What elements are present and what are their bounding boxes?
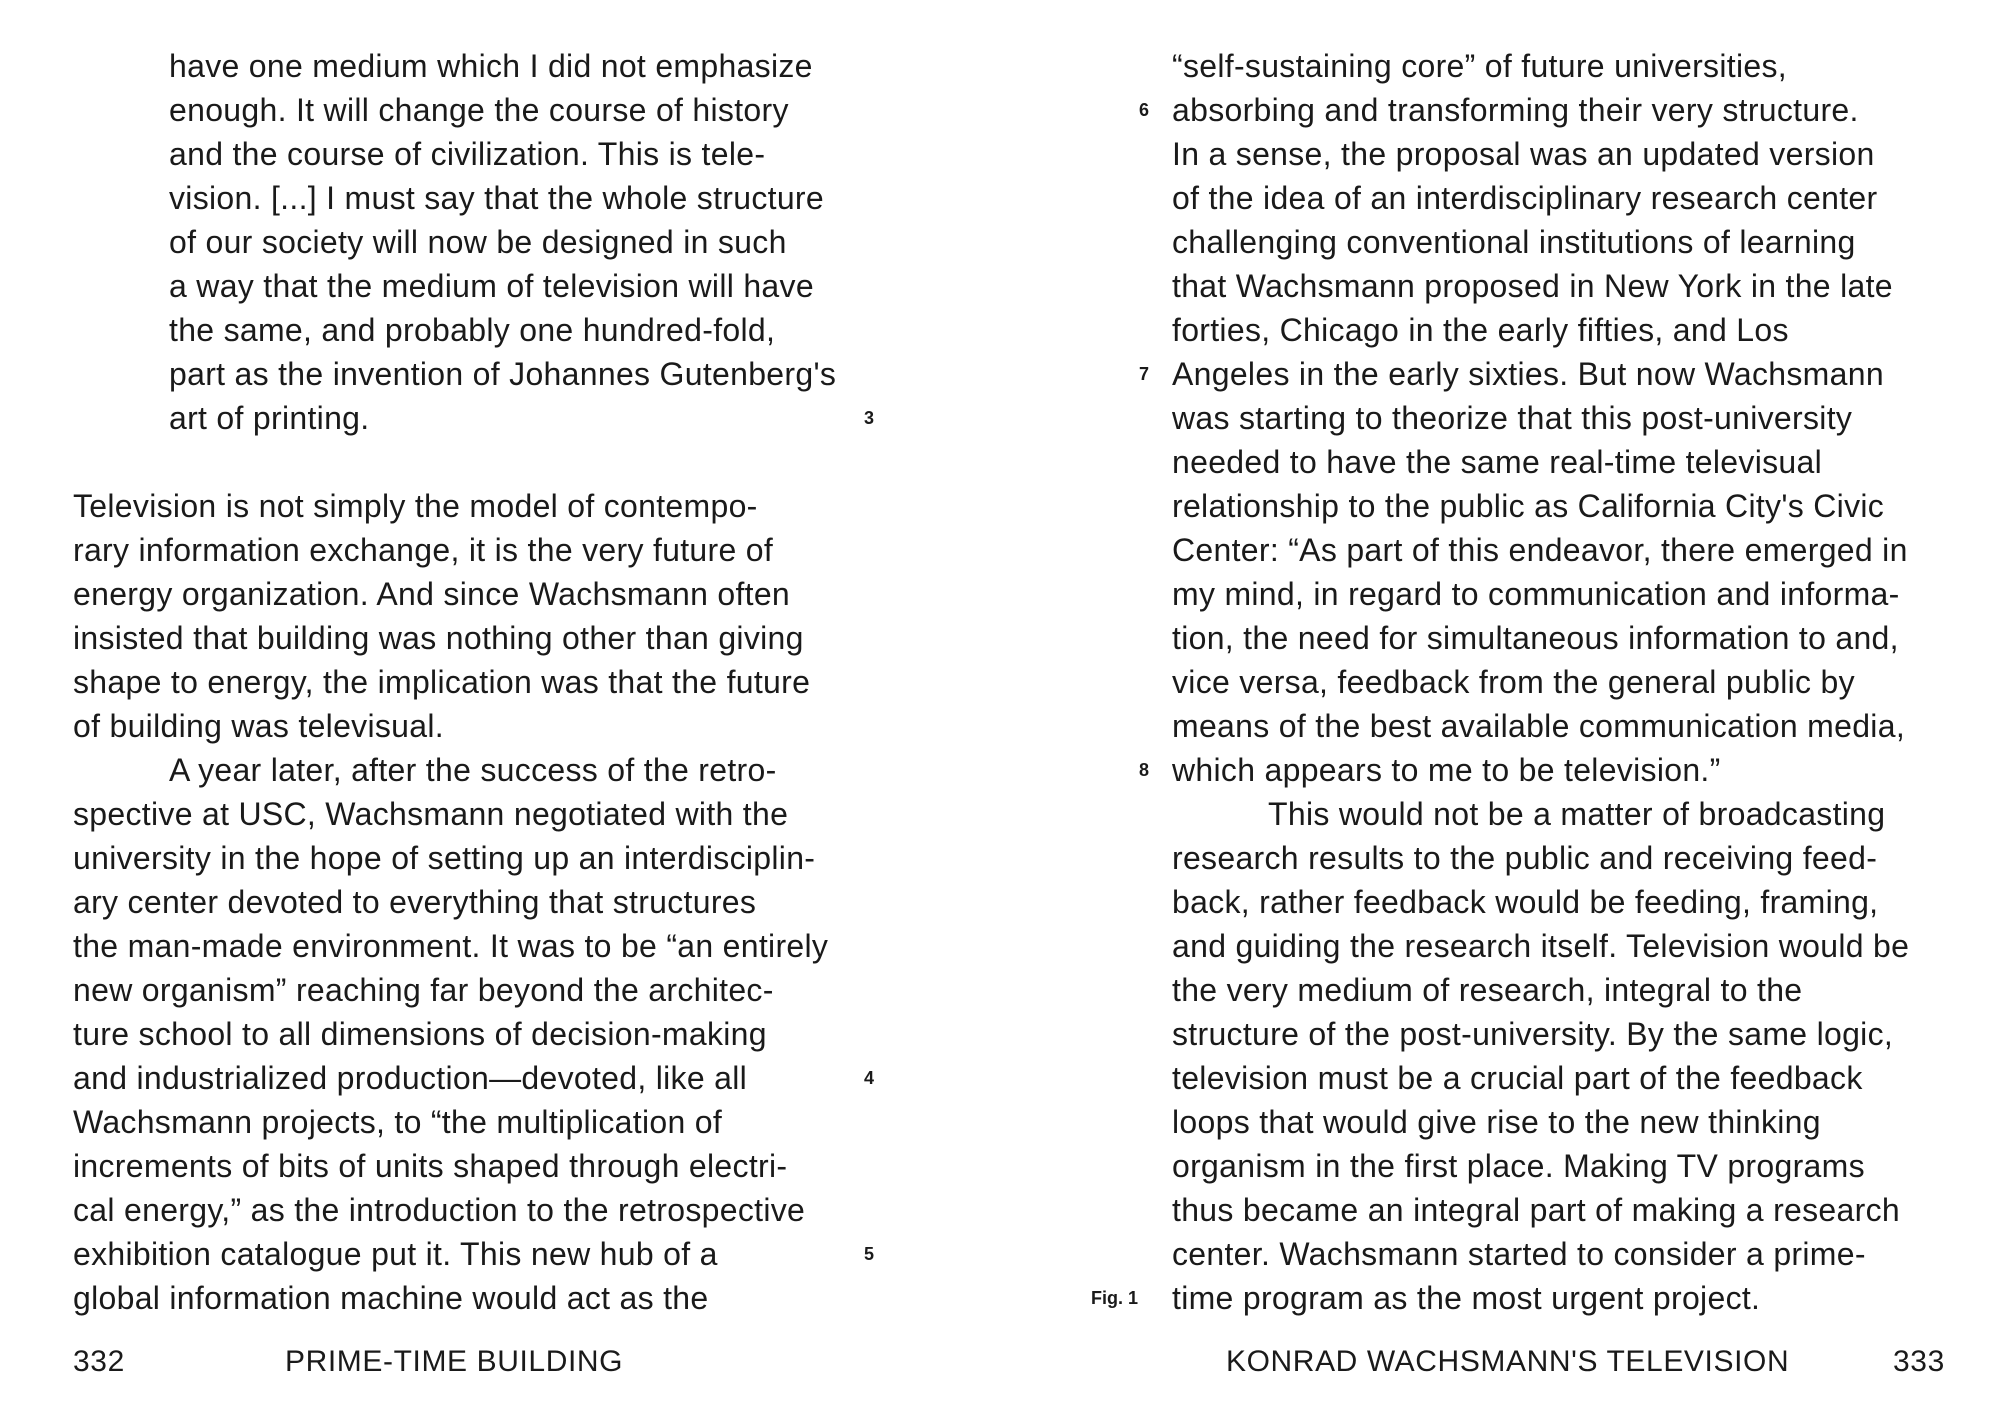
text-line: thus became an integral part of making a research: [1172, 1192, 1900, 1228]
text-line: Wachsmann projects, to “the multiplication of: [73, 1104, 723, 1140]
text-line: A year later, after the success of the retro-: [169, 752, 777, 788]
running-title: KONRAD WACHSMANN'S TELEVISION: [1226, 1345, 1790, 1378]
text-line: and guiding the research itself. Television would be: [1172, 928, 1910, 964]
text-line: loops that would give rise to the new thinking: [1172, 1104, 1821, 1140]
text-line: global information machine would act as the: [73, 1280, 709, 1316]
running-title: PRIME-TIME BUILDING: [285, 1345, 624, 1378]
text-line: increments of bits of units shaped through electri-: [73, 1148, 788, 1184]
text-line: television must be a crucial part of the feedback: [1172, 1060, 1863, 1096]
text-line: university in the hope of setting up an interdisciplin-: [73, 840, 816, 876]
text-line: spective at USC, Wachsmann negotiated with the: [73, 796, 789, 832]
endnote-marker[interactable]: 8: [1139, 760, 1150, 780]
endnote-marker[interactable]: 5: [864, 1244, 875, 1264]
endnote-marker[interactable]: 3: [864, 408, 875, 428]
quote-line: and the course of civilization. This is tele-: [169, 136, 766, 172]
text-line: and industrialized production—devoted, like all: [73, 1060, 748, 1096]
text-line: In a sense, the proposal was an updated version: [1172, 136, 1875, 172]
quote-line: a way that the medium of television will have: [169, 268, 814, 304]
quote-line: enough. It will change the course of history: [169, 92, 789, 128]
text-line: which appears to me to be television.”: [1172, 752, 1721, 788]
right-page: [1000, 0, 2000, 1428]
text-line: tion, the need for simultaneous information to and,: [1172, 620, 1899, 656]
page-number: 332: [73, 1345, 125, 1378]
text-line: exhibition catalogue put it. This new hub of a: [73, 1236, 718, 1272]
text-line: time program as the most urgent project.: [1172, 1280, 1761, 1316]
text-line: challenging conventional institutions of learning: [1172, 224, 1856, 260]
quote-line: art of printing.: [169, 400, 370, 436]
text-line: the man-made environment. It was to be “an entirely: [73, 928, 829, 964]
endnote-marker[interactable]: 6: [1139, 100, 1150, 120]
text-line: the very medium of research, integral to the: [1172, 972, 1803, 1008]
text-line: rary information exchange, it is the very future of: [73, 532, 774, 568]
text-line: back, rather feedback would be feeding, framing,: [1172, 884, 1879, 920]
text-line: needed to have the same real-time televisual: [1172, 444, 1823, 480]
text-line: structure of the post-university. By the same logic,: [1172, 1016, 1894, 1052]
text-line: Center: “As part of this endeavor, there emerged in: [1172, 532, 1908, 568]
quote-line: vision. [...] I must say that the whole structure: [169, 180, 824, 216]
endnote-marker[interactable]: 7: [1139, 364, 1150, 384]
text-line: of the idea of an interdisciplinary research center: [1172, 180, 1878, 216]
text-line: shape to energy, the implication was that the future: [73, 664, 811, 700]
text-line: cal energy,” as the introduction to the retrospective: [73, 1192, 806, 1228]
text-line: my mind, in regard to communication and informa-: [1172, 576, 1900, 612]
quote-line: of our society will now be designed in such: [169, 224, 787, 260]
text-line: This would not be a matter of broadcasting: [1268, 796, 1886, 832]
text-line: ary center devoted to everything that structures: [73, 884, 757, 920]
page-number: 333: [1893, 1345, 1945, 1378]
text-line: organism in the first place. Making TV programs: [1172, 1148, 1865, 1184]
text-line: Angeles in the early sixties. But now Wachsmann: [1172, 356, 1884, 392]
text-line: of building was televisual.: [73, 708, 444, 744]
text-line: vice versa, feedback from the general public by: [1172, 664, 1855, 700]
text-line: absorbing and transforming their very structure.: [1172, 92, 1859, 128]
quote-line: have one medium which I did not emphasize: [169, 48, 813, 84]
text-line: was starting to theorize that this post-university: [1172, 400, 1853, 436]
figure-reference[interactable]: Fig. 1: [1091, 1288, 1139, 1308]
text-line: insisted that building was nothing other than giving: [73, 620, 804, 656]
text-line: center. Wachsmann started to consider a prime-: [1172, 1236, 1866, 1272]
text-line: that Wachsmann proposed in New York in the late: [1172, 268, 1893, 304]
text-line: Television is not simply the model of contempo-: [73, 488, 758, 524]
text-line: “self-sustaining core” of future universities,: [1172, 48, 1787, 84]
text-line: new organism” reaching far beyond the architec-: [73, 972, 774, 1008]
text-line: energy organization. And since Wachsmann often: [73, 576, 791, 612]
text-line: means of the best available communication media,: [1172, 708, 1906, 744]
text-line: relationship to the public as California City's Civic: [1172, 488, 1885, 524]
endnote-marker[interactable]: 4: [864, 1068, 875, 1088]
quote-line: part as the invention of Johannes Gutenberg's: [169, 356, 837, 392]
text-line: forties, Chicago in the early fifties, and Los: [1172, 312, 1789, 348]
text-line: ture school to all dimensions of decision-making: [73, 1016, 767, 1052]
text-line: research results to the public and receiving feed-: [1172, 840, 1878, 876]
quote-line: the same, and probably one hundred-fold,: [169, 312, 776, 348]
